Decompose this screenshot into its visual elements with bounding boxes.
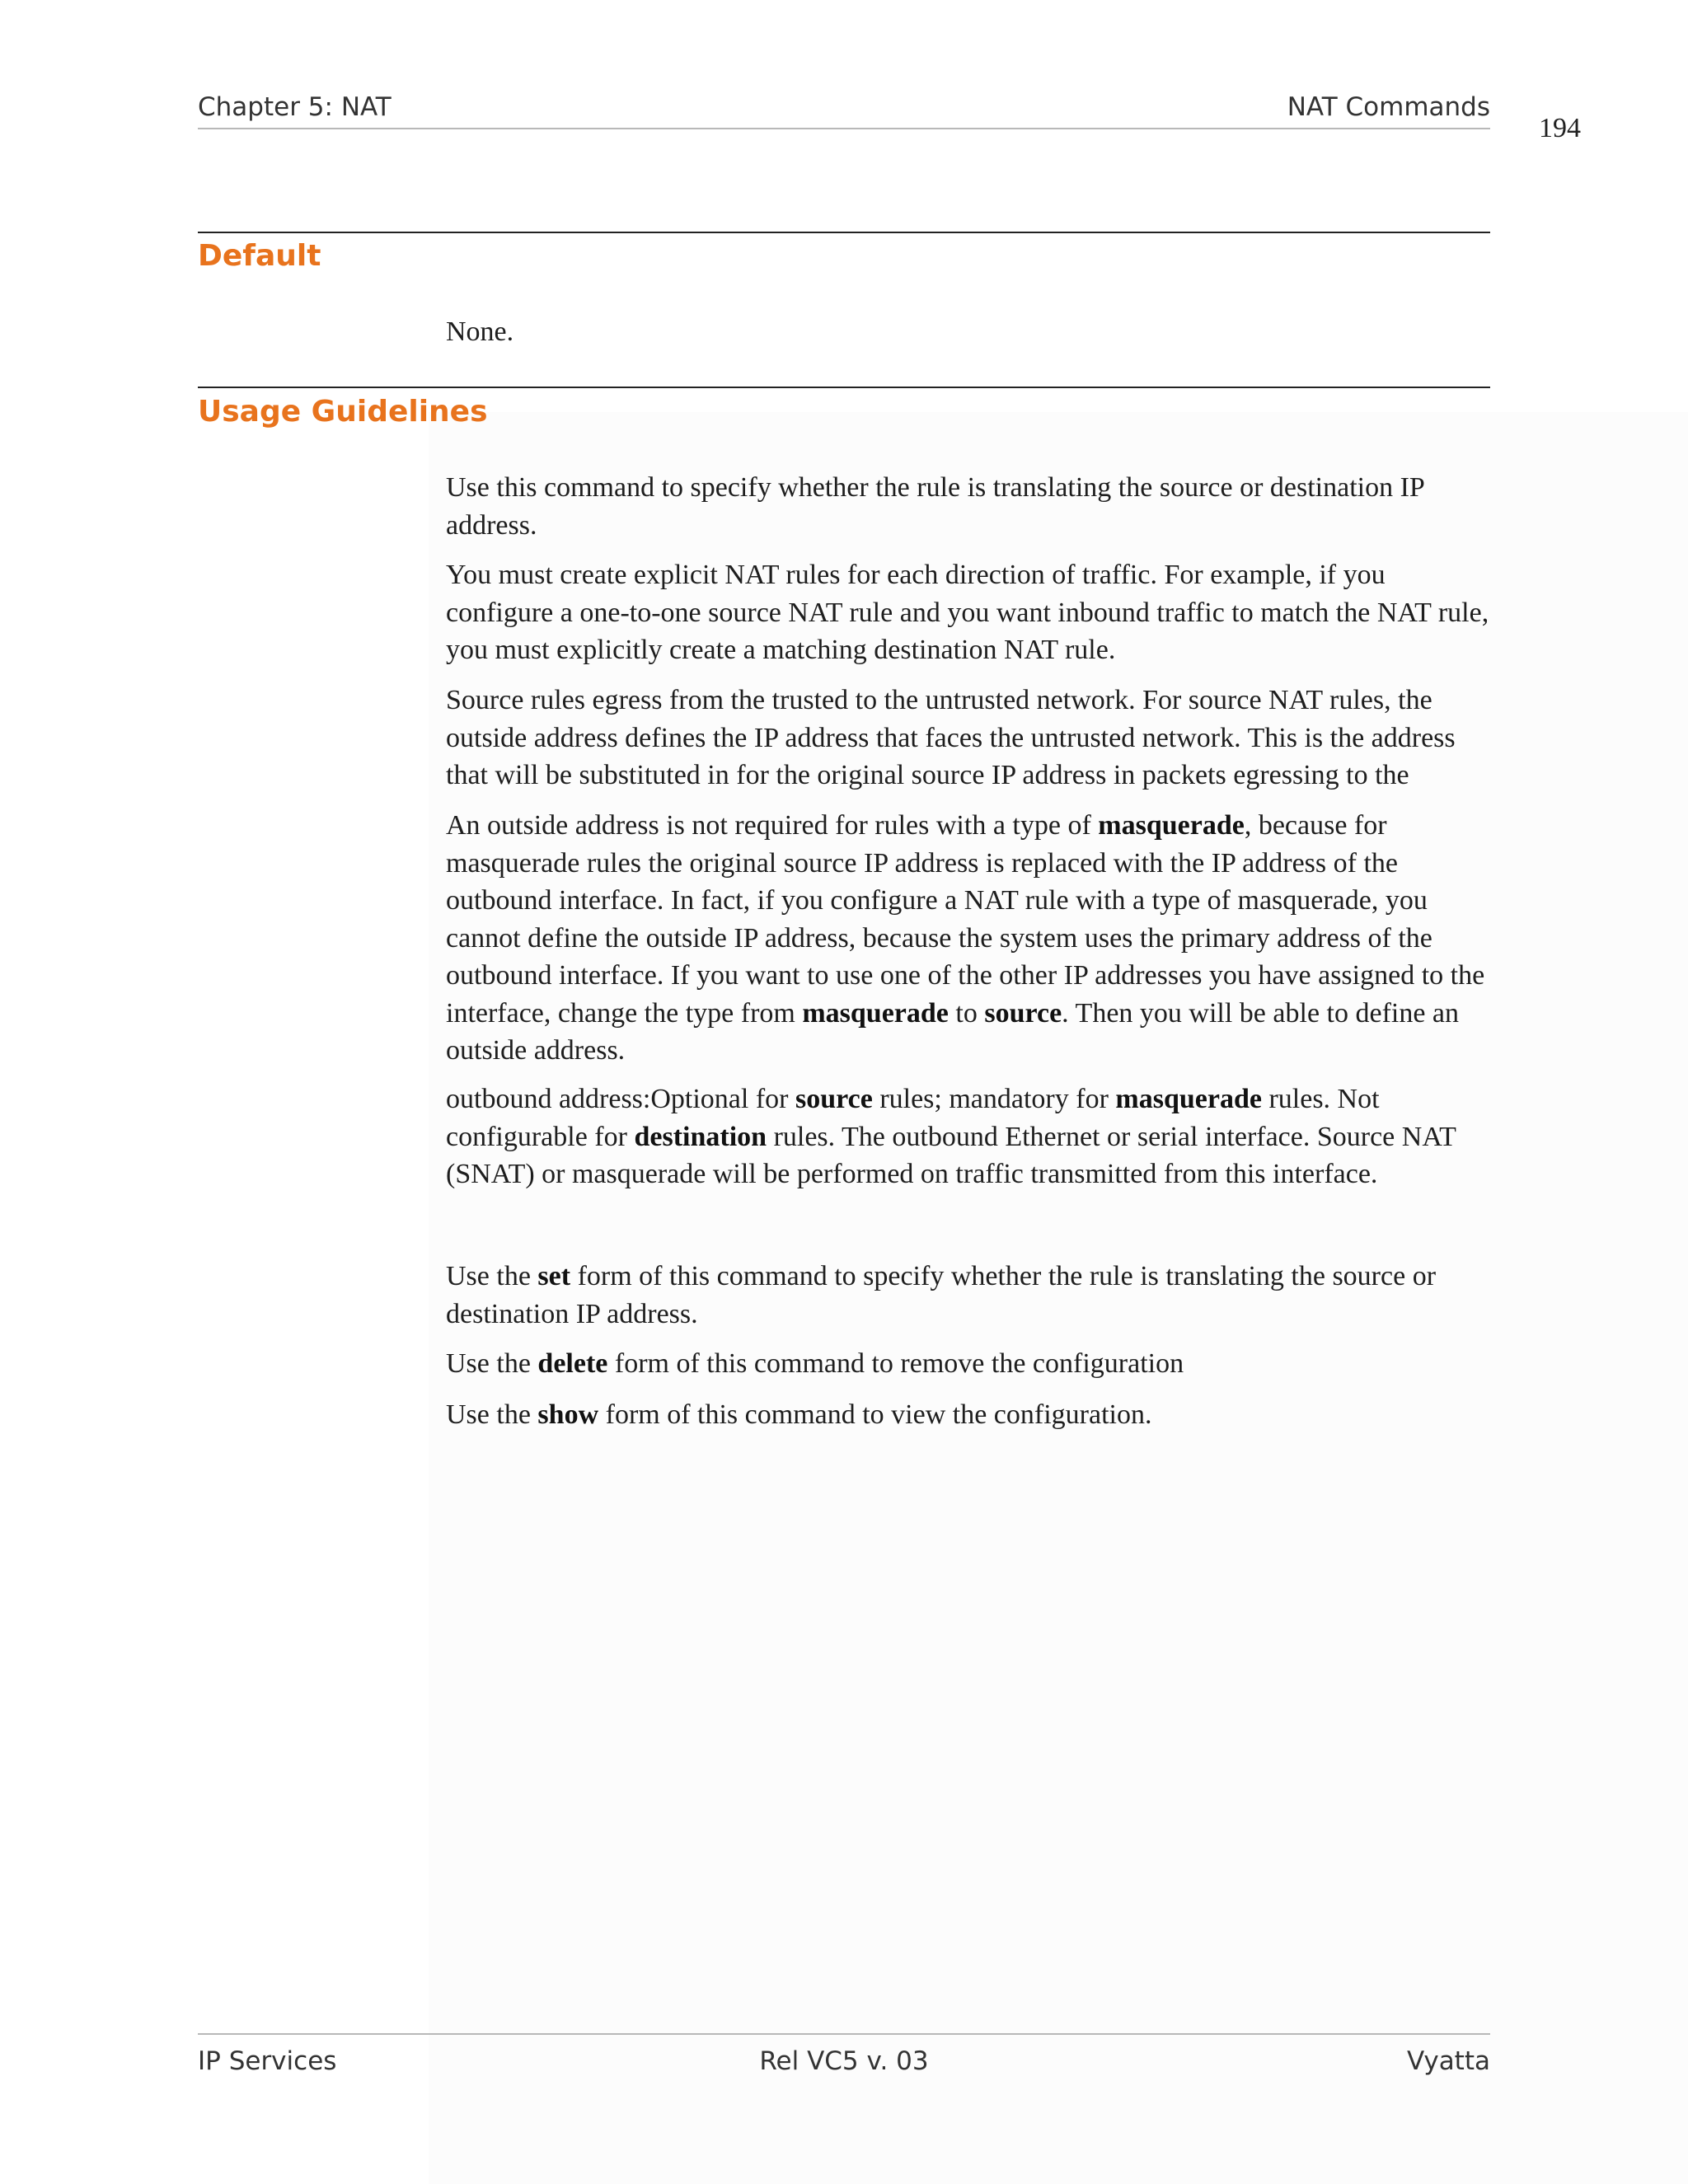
header-section: NAT Commands xyxy=(1287,92,1490,122)
text-run: rules. Not configurable for xyxy=(446,1084,1380,1152)
bold-term: destination xyxy=(634,1121,767,1152)
text-run: . Then you will be able to define an outside address. xyxy=(446,997,1460,1066)
usage-paragraph-5 xyxy=(446,1080,1493,1193)
footer-center: Rel VC5 v. 03 xyxy=(759,2046,929,2076)
bold-term: delete xyxy=(537,1348,608,1379)
usage-paragraph-7 xyxy=(446,1345,1493,1383)
usage-paragraph-6 xyxy=(446,1258,1493,1333)
text-run: outbound address:Optional for xyxy=(446,1084,795,1114)
section-title-default: Default xyxy=(198,239,321,273)
header-divider xyxy=(198,128,1490,129)
bold-term: show xyxy=(537,1399,599,1430)
text-run: Use the xyxy=(446,1348,538,1379)
bold-term: masquerade xyxy=(1098,810,1245,841)
text-run: form of this command to remove the configuration xyxy=(607,1348,1184,1379)
usage-paragraph-4 xyxy=(446,807,1493,1070)
text-run: , because for masquerade rules the original source IP address is replaced with the IP address of the outbound interface. In fact, if you configure a NAT rule with a type of masquerade, you cannot define the outside IP address, because the system uses the primary address of the outbound interface. If you want to use one of the other IP addresses you have assigned to the interface, change the type from xyxy=(446,810,1485,1029)
section-title-usage: Usage Guidelines xyxy=(198,395,488,429)
bold-term: masquerade xyxy=(1115,1084,1262,1114)
page-number: 194 xyxy=(1539,113,1581,143)
text-run: Use the xyxy=(446,1261,538,1291)
text-run: rules. The outbound Ethernet or serial interface. Source NAT (SNAT) or masquerade will be performed on traffic transmitted from this interface. xyxy=(446,1121,1456,1189)
default-text: None. xyxy=(446,316,514,347)
text-run: form of this command to view the configuration. xyxy=(598,1399,1152,1430)
text-run: rules; mandatory for xyxy=(872,1084,1116,1114)
usage-paragraph-8 xyxy=(446,1396,1493,1434)
bold-term: masquerade xyxy=(802,997,949,1029)
text-run: to xyxy=(948,997,985,1029)
footer-left: IP Services xyxy=(198,2046,337,2076)
header-chapter: Chapter 5: NAT xyxy=(198,92,392,122)
text-run: Use the xyxy=(446,1399,538,1430)
text-run: form of this command to specify whether the rule is translating the source or destination IP address. xyxy=(446,1261,1437,1329)
footer-right: Vyatta xyxy=(1406,2046,1490,2076)
usage-paragraph-3: Source rules egress from the trusted to the untrusted network. For source NAT rules, the outside address defines the IP address that faces the untrusted network. This is the address that will be substituted in for the original source IP address in packets egressing to the xyxy=(446,685,1456,790)
usage-paragraph-2: You must create explicit NAT rules for each direction of traffic. For example, if you configure a one-to-one source NAT rule and you want inbound traffic to match the NAT rule, you must explicitly create a matching destination NAT rule. xyxy=(446,560,1489,665)
text-run: An outside address is not required for rules with a type of xyxy=(446,810,1099,841)
section-divider-usage xyxy=(198,387,1490,388)
bold-term: source xyxy=(984,997,1062,1029)
bold-term: set xyxy=(537,1261,571,1291)
footer-divider xyxy=(198,2033,1490,2035)
usage-paragraph-1: Use this command to specify whether the rule is translating the source or destination IP address. xyxy=(446,472,1424,541)
bold-term: source xyxy=(795,1084,873,1114)
section-divider-default xyxy=(198,232,1490,233)
